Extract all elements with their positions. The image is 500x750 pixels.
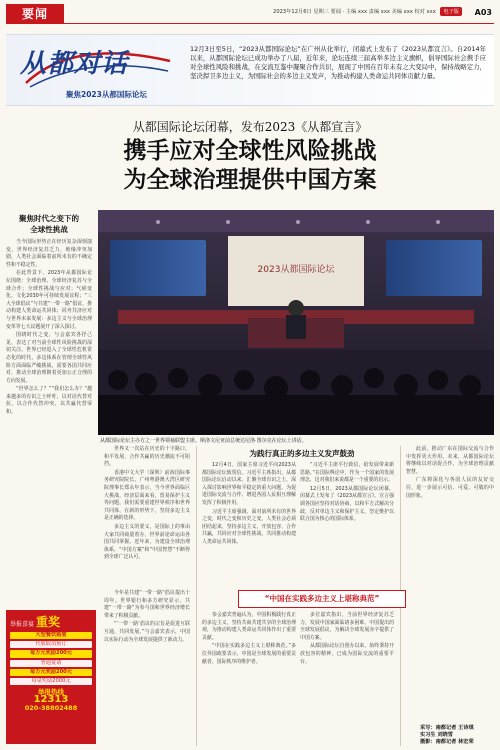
page-number: A03 [474,8,492,17]
column-8 [406,446,494,501]
left-title-line-2: 全球性挑战 [30,225,68,234]
subhead: 为践行真正的多边主义发声鼓劲 [249,449,355,458]
byline [420,725,474,747]
paragraph: “习近平主席平行致信，给发展带来新思路。”在国际舆论中，作为一个国家的发展理念，这对我们来说都是一个重要的启示。 [300,462,394,484]
kicker: 从都国际论坛闭幕，发布2023《从都宣言》 [132,120,368,134]
paragraph: 香港中文大学（深圳）前海国际事务研究院院长、广州粤港澳大湾区研究院理事长郑永年表示，当今世界面临巨大挑战，经济层面来看，贸易保护主义等问题，我们需要重建世界秩序和世界共同体，在新的形势下，坚持多边主义是正确的选择。 [104,469,190,522]
section-tag: 要闻 [6,4,64,24]
column-5 [104,590,190,645]
photo-scene [98,210,494,435]
column-6 [202,612,296,667]
paragraph: “‘一带一路’倡议的宗旨是促进互联互通，共同发展。”与会嘉宾表示，中国以实际行动为全球发展提供了新动力。 [104,621,190,643]
paragraph: 多位嘉宾指出，当前世界经济复苏乏力，发展中国家面临诸多困难。中国提出的全球发展倡议，为解决全球发展赤字提供了中国方案。 [300,612,394,641]
ad-item: 普通宴请 [10,660,92,667]
paragraph: “世界怎么了？”“我们怎么办？”越来越多的有识之士呼吁，以对话代替对抗，以合作代替冲突，以共赢代替零和。 [6,386,92,416]
ad-item: 每万元奖励200元 [10,669,92,676]
paragraph: 在此背景下，2023年从都国际论坛围绕：全球治理、全球经济复苏与全球合作；全球性挑战与应对；气候变化、文化2030年可持续发展议程；“三大全球倡议”与共建“一带一路”倡议，推动构建人类命运共同体；同舟共济应对与世界未来发展：多边主义与全球治理变革等七大议题展开了深入探讨。 [6,270,92,330]
ad-phone-1: 12313 [33,694,69,706]
left-column-body [6,239,92,417]
paragraph: 围绕时代之变，与会嘉宾各抒己见，表达了对当前全球性风险挑战的深切关注。世界已经进入了全球性危机常态化的时代，多边体系在管理全球性风险方面面临严峻挑战，需要各国共同应对，推动全球治理朝着更加公正合理的方向发展。 [6,332,92,384]
masthead-meta [273,7,462,16]
ad-phone-2: 020-38802488 [24,704,78,713]
ad-heavy-label: 重奖 [35,615,60,629]
paragraph: 广东将深化与各国人民的友好交往，进一步展示可信、可爱、可敬的中国形象。 [406,477,494,499]
ad-top-label: 举报喜宴 [10,621,35,628]
forum-banner [6,34,494,106]
ad-header [6,610,96,630]
ad-phone-label: 举报热线 [38,688,64,697]
paragraph: 参会嘉宾普遍认为，中国积极践行真正的多边主义，坚持共商共建共享的全球治理观，为推动构建人类命运共同体作出了重要贡献。 [202,612,296,641]
paragraph: 今年是共建“一带一路”倡议提出十周年。世界银行和多方研究显示，共建“一带一路”为参与国和世界经济增长带来了积极贡献。 [104,590,190,619]
lead-paragraph: 12月3日至5日，“2023从都国际论坛”在广州从化举行，闭幕式上发布了《2023从都宣言》。自2014年以来，从都国际论坛已成功举办了八届，近年来，论坛连续三届高举多边主义旗帜，倡导国际社会携手应对全球性风险和挑战，在交流互鉴中凝聚合作共识，展现了中国在百年未有之大变局中，保持战略定力，坚决捍卫多边主义，为国际社会的多边主义发声，为推动构建人类命运共同体贡献力量。 [190,45,486,80]
left-column [6,213,92,603]
masthead-meta-text: 2023年12月6日 星期三 要闻 · 主编 xxx 责编 xxx 美编 xxx 校对 xxx [273,9,436,15]
column-3 [202,462,296,548]
paragraph: 多边主义的要义，是国际上的事由大家共同商量着办，世界前途命运由各国共同掌握。近年来，为建设全球治理体系，“中国方案”和“中国智慧”不断得到全球广泛认可。 [104,523,190,561]
paragraph: 世界又一次站在历史的十字路口，和平发展，合作共赢的历史潮流不可阻挡。 [104,446,190,468]
left-column-title [6,213,92,235]
paragraph: 此前，推动广东在国际交流与合作中发挥更大作用。未来，从都国际论坛将继续以对话促合作，为全球治理贡献智慧。 [406,446,494,475]
column-4 [300,462,394,525]
logo-script: 从都对话 [20,49,129,79]
boxed-subhead: “中国在实践多边主义上堪称典范” [238,590,406,608]
column-divider [196,446,197,746]
byline-writer: 采写：南都记者 王诗琪 [420,725,474,731]
paragraph: 12月5日，2023从都国际论坛闭幕。闭幕式上发布了《2023从都宣言》。宣言强调各国应坚持对话协商，以和平方式解决分歧，反对单边主义和保护主义，坚定维护以联合国为核心的国际体系。 [300,485,394,523]
masthead [6,4,494,24]
paragraph: 习近平主席强调，面对前所未有的世界之变，时代之变和历史之变，人类社会必须团结起来，坚持多边主义，开放包容、合作共赢，共同应对全球性挑战，共同推动构建人类命运共同体。 [202,508,296,545]
ad-item: 每万元奖励200元 [10,650,92,657]
byline-intern: 实习生 刘晓雪 [420,732,453,739]
forum-logo [20,43,180,99]
headline-line-1: 携手应对全球性风险挑战 [123,137,377,164]
report-banquet-ad [6,610,96,744]
paragraph: 从都国际论坛自创办以来，始终秉持开放包容的精神，已成为国际交流的重要平台。 [300,643,394,665]
photo-caption: 从都国际论坛主办方之一世界领袖联盟主席、斯洛文尼亚前总统达尼洛·图尔克在论坛上讲话。 [100,438,307,444]
stage-banner-text: 2023从都国际论坛 [257,265,335,275]
headline-line-2: 为全球治理提供中国方案 [123,166,377,193]
headline [0,136,500,194]
ad-item: 每桌奖励2000元 [10,678,92,685]
forum-photo [98,210,494,435]
left-title-line-1: 聚焦时代之变下的 [19,214,79,223]
paragraph: 当今国际形势正在经历复杂深刻演变，世界经济复苏乏力，地缘冲突加剧，人类社会面临着前所未有的不确定性和不稳定性。 [6,239,92,268]
column-7 [300,612,394,667]
paragraph: “中国在实践多边主义上堪称典范。”多位外国政要表示，中国是全球发展的重要贡献者、国际秩序的维护者。 [202,643,296,665]
ad-item: 代收取消预订 [10,641,92,648]
ad-item: 大型餐饮婚宴 [10,632,92,639]
paragraph: 12月4日，国家主席习近平向2023从都国际论坛致贺信。习近平主席指出，从都国际论坛启动以来，汇聚全球有识之士，深入探讨影响世界和平稳定的重大问题，为促进国际交流与合作、增进各国人民相互理解发挥了积极作用。 [202,462,296,506]
ad-phone [10,688,92,712]
byline-photo: 摄影：南都记者 林宏荣 [420,739,474,746]
editor-tag: 电子版 [440,7,462,16]
logo-subtitle: 聚焦2023从都国际论坛 [66,90,147,99]
column-2 [104,446,190,563]
